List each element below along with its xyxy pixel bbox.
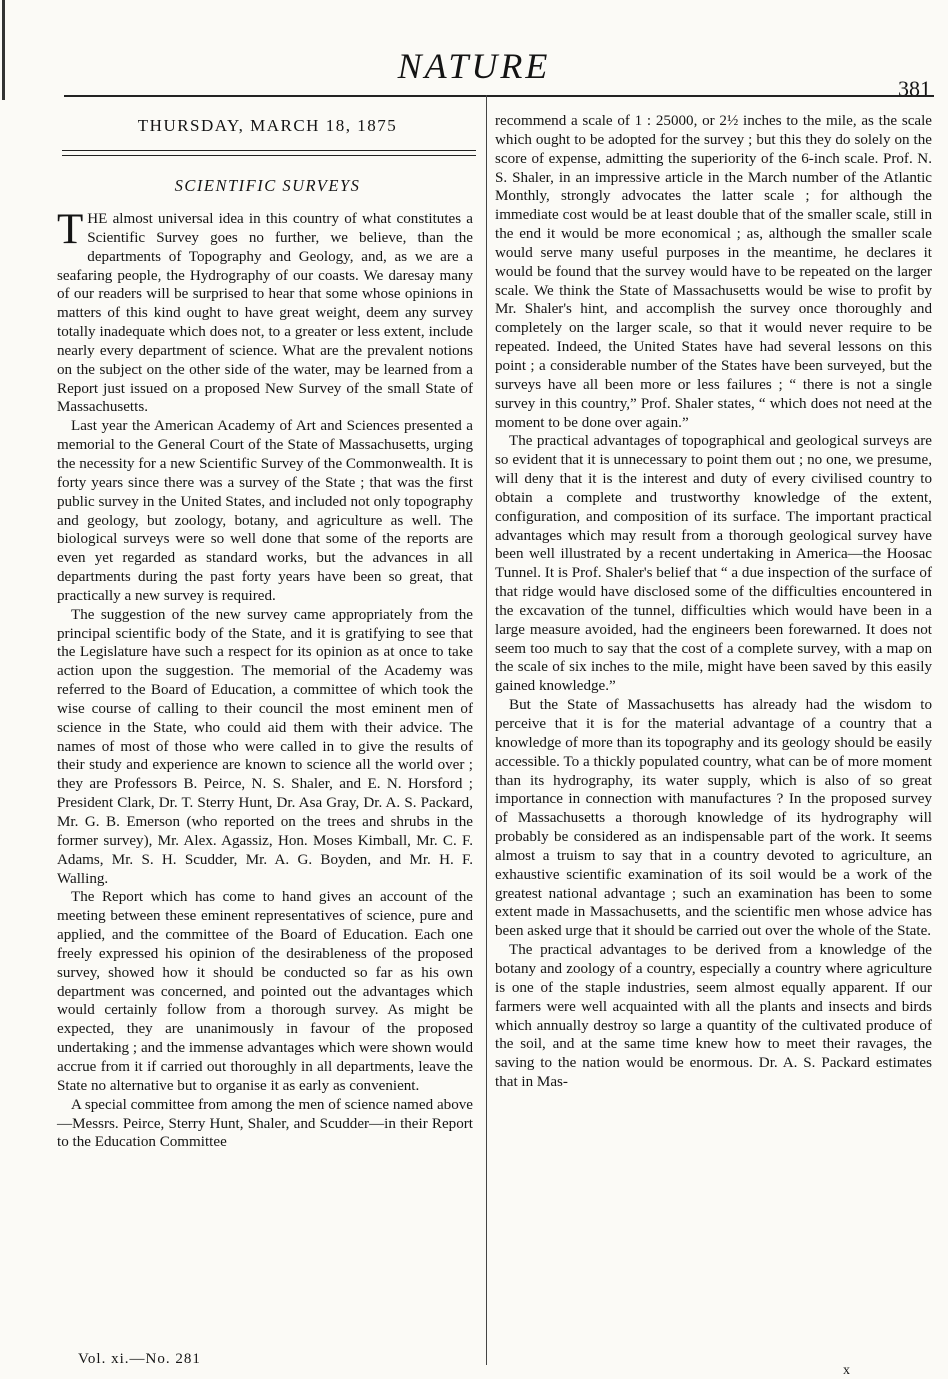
- journal-masthead: NATURE: [397, 46, 551, 86]
- drop-cap: T: [57, 206, 84, 253]
- paragraph-6: recommend a scale of 1 : 25000, or 2½ inches to the mile, as the scale which ought to be adopted for the survey ; but this they do solely on the score of expense, admitting the superiority of the 6-inch scale. Prof. N. S. Shaler, in an impressive article in the March number of the Atlantic Monthly, strongly advocates the latter scale ; for although the immediate cost would be at least double that of the smaller scale, still in the end it would be more economical ; as, although the smaller scale would serve many useful purposes in the meantime, he declares it would be found that the survey would have to be repeated on the larger scale. We think the State of Massachusetts would be wise to profit by Mr. Shaler's hint, and accomplish the survey once thoroughly and completely on the larger scale, so that it would never require to be repeated. Indeed, the United States have had several lessons on this point ; a considerable number of the States have been surveyed, but the surveys have all been more or less failures ; “ there is not a single survey in this country,” Prof. Shaler states, “ which does not need at the moment to be done over again.”: [495, 113, 932, 431]
- date-double-rule: [62, 150, 476, 156]
- volume-number: Vol. xi.—No. 281: [78, 1351, 201, 1367]
- right-column: [495, 112, 932, 1092]
- paragraph-8: But the State of Massachusetts has already had the wisdom to perceive that it is for the material advantage of a country that a knowledge of more than its topography and its geology should be easily accessible. To a thickly populated country, what can be of more moment than its hydrography, its water supply, which is also of so great importance in connection with manufactures ? In the proposed survey of Massachusetts a thorough knowledge of its hydrography will probably be considered as an indispensable part of the work. It seems almost a truism to say that in a country devoted to agriculture, an exhaustive scientific examination of its soil would be a work of the greatest national advantage ; such an examination has been to some extent made in Massachusetts, and the scientific men whose advice has been asked urge that it should be carried out over the whole of the State.: [495, 697, 932, 940]
- left-column: [57, 206, 473, 1152]
- paragraph-7: The practical advantages of topographical and geological surveys are so evident that it is unnecessary to point them out ; no one, we presume, will deny that it is the interest and duty of every civilised country to obtain a complete and trustworthy knowledge of the extent, configuration, and composition of its surface. The important practical advantages which may result from a thorough geological survey have been well illustrated by a recent undertaking in America—the Hoosac Tunnel. It is Prof. Shaler's belief that “ a due inspection of the surface of that ridge would have disclosed some of the difficulties encountered in the excavation of the tunnel, difficulties which would have been in a large measure avoided, had the engineers been forewarned. It does not seem too much to say that the cost of a complete survey, with a map on the scale of six inches to the mile, might have been saved by this easily gained knowledge.”: [495, 433, 932, 695]
- article-title: SCIENTIFIC SURVEYS: [174, 176, 361, 195]
- paragraph-4: The Report which has come to hand gives an account of the meeting between these eminent representatives of science, pure and applied, and the committee of the Board of Education. Each one freely expressed his opinion of the desirableness of the proposed survey, showed how it should be conducted so far as his own department was concerned, and pointed out the advantages which would certainly follow from a thorough survey. As might be expected, they are unanimously in favour of the proposed undertaking ; and the immense advantages which were shown would accrue from it if carried out thoroughly in all departments, leave the State no alternative but to organise it as early as convenient.: [57, 889, 473, 1094]
- column-divider: [486, 95, 487, 1365]
- paragraph-1: THE almost universal idea in this country of what constitutes a Scientific Survey goes no further, we believe, than the departments of Topography and Geology, and, as we are a seafaring people, the Hydrography of our coasts. We daresay many of our readers will be surprised to hear that some whose opinions in matters of this kind ought to have great weight, deem any survey totally inadequate which does not, to a greater or less extent, include nearly every department of science. What are the prevalent notions on the subject on the other side of the water, may be learned from a Report just issued on a proposed New Survey of the small State of Massachusetts.: [57, 206, 473, 416]
- header-rule: [64, 95, 934, 97]
- page-number: 381: [898, 76, 931, 101]
- paragraph-9: The practical advantages to be derived from a knowledge of the botany and zoology of a country, especially a country where agriculture is one of the staple industries, seem almost equally apparent. If our farmers were well acquainted with all the plants and insects and birds which annually destroy so large a quantity of the cultivated produce of the soil, and at the same time knew how to meet their ravages, the saving to the nation would be enormous. Dr. A. S. Packard estimates that in Mas-: [495, 942, 932, 1091]
- issue-date: THURSDAY, MARCH 18, 1875: [137, 116, 398, 135]
- paragraph-2: Last year the American Academy of Art and Sciences presented a memorial to the General Court of the State of Massachusetts, urging the necessity for a new Scientific Survey of the Commonwealth. It is forty years since there was a survey of the State ; that was the first public survey in the United States, and included not only topography and geology, but zoology, botany, and agriculture as well. The biological surveys were so well done that some of the reports are even yet regarded as standard works, but the advances in all departments during the past forty years have been so great, that practically a new survey is required.: [57, 418, 473, 604]
- paragraph-5: A special committee from among the men of science named above—Messrs. Peirce, Sterry Hunt, Shaler, and Scudder—in their Report to the Education Committee: [57, 1096, 473, 1151]
- paragraph-3: The suggestion of the new survey came appropriately from the principal scientific body of the State, and it is gratifying to see that the Legislature have such a respect for its opinion as at once to take action upon the suggestion. The memorial of the Academy was referred to the Board of Education, a committee of which took the wise course of calling to their council the most eminent men of science in the State, who could aid them with their advice. The names of most of those who were called in to give the results of their study and experience are known to science all the world over ; they are Professors B. Peirce, N. S. Shaler, and E. N. Horsford ; President Clark, Dr. T. Sterry Hunt, Dr. Asa Gray, Dr. A. S. Packard, Mr. G. B. Emerson (who reported on the trees and shrubs in the former survey), Mr. Alex. Agassiz, Hon. Moses Kimball, Mr. C. F. Adams, Mr. S. H. Scudder, Mr. A. G. Boyden, and Mr. H. F. Walling.: [57, 606, 473, 887]
- signature-mark: x: [843, 1363, 850, 1378]
